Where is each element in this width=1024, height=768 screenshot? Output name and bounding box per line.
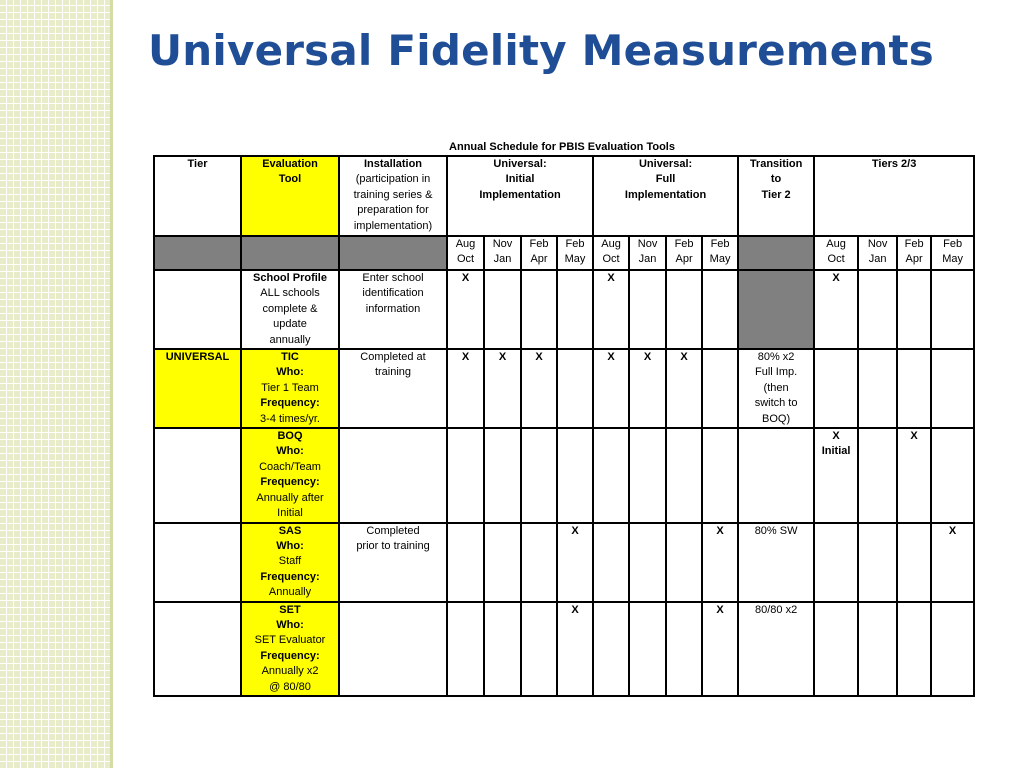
schedule-cell bbox=[593, 523, 629, 602]
schedule-mark: X bbox=[447, 349, 484, 428]
month-row-gray-cell bbox=[738, 236, 814, 270]
tool-line: Frequency: bbox=[260, 476, 320, 489]
month-label: Aug bbox=[826, 238, 846, 250]
installation-cell bbox=[339, 428, 447, 522]
tier-label-universal: UNIVERSAL bbox=[154, 349, 241, 428]
tool-line: Initial bbox=[277, 507, 303, 520]
tier-cell bbox=[154, 523, 241, 602]
schedule-mark: X bbox=[557, 523, 593, 602]
tool-line: Annually bbox=[268, 586, 312, 599]
schedule-cell bbox=[666, 428, 702, 522]
schedule-cell bbox=[931, 602, 974, 696]
header-universal-full bbox=[593, 156, 738, 236]
header-tiers-2-3: Tiers 2/3 bbox=[814, 156, 974, 236]
month-label: Oct bbox=[602, 253, 620, 266]
schedule-cell bbox=[484, 428, 521, 522]
schedule-cell bbox=[629, 270, 666, 349]
month-label: Jan bbox=[638, 253, 657, 266]
month-label: Nov bbox=[867, 238, 888, 250]
schedule-cell bbox=[484, 270, 521, 349]
month-label: Nov bbox=[637, 238, 658, 250]
schedule-cell bbox=[629, 428, 666, 522]
tool-line: Tier 1 Team bbox=[261, 381, 319, 394]
month-cell bbox=[484, 236, 521, 270]
month-label: Aug bbox=[455, 238, 476, 250]
header-installation-line: Installation bbox=[363, 158, 423, 170]
schedule-cell bbox=[447, 428, 484, 522]
tool-line: Annually after bbox=[256, 491, 324, 504]
tool-line: Annually x2 bbox=[261, 665, 319, 678]
schedule-cell bbox=[858, 428, 897, 522]
month-label: May bbox=[942, 253, 963, 266]
installation-line: Enter school bbox=[362, 272, 424, 284]
header-installation-line: preparation for bbox=[357, 204, 429, 217]
header-tier: Tier bbox=[154, 156, 241, 236]
schedule-cell bbox=[897, 349, 931, 428]
installation-cell bbox=[339, 270, 447, 349]
schedule-cell bbox=[521, 602, 557, 696]
schedule-mark: X bbox=[814, 270, 858, 349]
table-row-sas bbox=[154, 523, 974, 602]
header-installation-line: training series & bbox=[353, 188, 433, 201]
schedule-cell bbox=[858, 602, 897, 696]
transition-line: BOQ) bbox=[762, 412, 791, 425]
schedule-cell bbox=[666, 523, 702, 602]
month-row bbox=[154, 236, 974, 270]
transition-cell bbox=[738, 428, 814, 522]
installation-cell bbox=[339, 523, 447, 602]
tool-cell-boq bbox=[241, 428, 339, 522]
initial-note: Initial bbox=[821, 445, 851, 458]
tool-line: Staff bbox=[278, 555, 302, 568]
schedule-cell bbox=[931, 428, 974, 522]
schedule-cell bbox=[666, 270, 702, 349]
tool-line: annually bbox=[269, 333, 311, 346]
tier-cell bbox=[154, 270, 241, 349]
schedule-cell bbox=[484, 523, 521, 602]
tool-line: Who: bbox=[276, 539, 304, 552]
tool-cell-sas bbox=[241, 523, 339, 602]
transition-line: switch to bbox=[754, 397, 798, 410]
schedule-cell bbox=[702, 270, 738, 349]
schedule-cell bbox=[897, 602, 931, 696]
schedule-cell bbox=[557, 349, 593, 428]
schedule-mark: X bbox=[832, 430, 840, 443]
schedule-cell bbox=[521, 270, 557, 349]
schedule-mark: X bbox=[593, 349, 629, 428]
tool-line: update bbox=[273, 318, 307, 331]
schedule-cell bbox=[593, 428, 629, 522]
transition-cell: 80/80 x2 bbox=[738, 602, 814, 696]
transition-line: (then bbox=[763, 381, 789, 394]
schedule-mark-initial bbox=[814, 428, 858, 522]
schedule-cell bbox=[521, 428, 557, 522]
schedule-cell bbox=[629, 523, 666, 602]
tool-line: SET Evaluator bbox=[254, 634, 326, 647]
schedule-table bbox=[153, 155, 975, 697]
transition-line: Full Imp. bbox=[755, 366, 798, 379]
tool-line: complete & bbox=[262, 302, 318, 315]
month-label: Apr bbox=[530, 253, 548, 266]
tool-line: 3-4 times/yr. bbox=[260, 412, 320, 425]
header-installation-line: (participation in bbox=[355, 173, 431, 186]
transition-cell: 80% SW bbox=[738, 523, 814, 602]
schedule-cell bbox=[629, 602, 666, 696]
installation-line: identification bbox=[362, 287, 424, 300]
month-cell bbox=[814, 236, 858, 270]
schedule-cell bbox=[931, 349, 974, 428]
tool-line: Who: bbox=[276, 366, 304, 379]
month-row-gray-cell bbox=[339, 236, 447, 270]
schedule-mark: X bbox=[666, 349, 702, 428]
schedule-mark: X bbox=[931, 523, 974, 602]
installation-line: Completed at bbox=[360, 351, 426, 364]
schedule-cell bbox=[858, 349, 897, 428]
month-label: Nov bbox=[492, 238, 513, 250]
table-row-school-profile bbox=[154, 270, 974, 349]
installation-cell bbox=[339, 349, 447, 428]
tool-line: Frequency: bbox=[260, 570, 320, 583]
tier-cell bbox=[154, 428, 241, 522]
header-transition-line: to bbox=[770, 173, 782, 186]
header-uf-line: Full bbox=[655, 173, 676, 186]
header-ui-line: Initial bbox=[505, 173, 535, 186]
header-transition-line: Tier 2 bbox=[761, 188, 791, 201]
schedule-cell bbox=[702, 428, 738, 522]
month-cell bbox=[521, 236, 557, 270]
month-label: Feb bbox=[674, 238, 694, 250]
month-cell bbox=[447, 236, 484, 270]
month-label: Apr bbox=[675, 253, 693, 266]
month-label: Jan bbox=[493, 253, 512, 266]
table-caption: Annual Schedule for PBIS Evaluation Tools bbox=[449, 141, 675, 153]
month-row-gray-cell bbox=[241, 236, 339, 270]
month-label: Feb bbox=[529, 238, 549, 250]
month-cell bbox=[897, 236, 931, 270]
schedule-mark: X bbox=[897, 428, 931, 522]
schedule-cell bbox=[447, 523, 484, 602]
schedule-cell bbox=[858, 523, 897, 602]
month-label: Feb bbox=[565, 238, 585, 250]
header-transition-line: Transition bbox=[749, 158, 803, 170]
schedule-mark: X bbox=[521, 349, 557, 428]
month-label: Feb bbox=[904, 238, 924, 250]
header-transition bbox=[738, 156, 814, 236]
schedule-mark: X bbox=[484, 349, 521, 428]
month-cell bbox=[593, 236, 629, 270]
tool-line: TIC bbox=[281, 351, 299, 364]
header-installation-line: implementation) bbox=[353, 219, 433, 232]
table-row-boq bbox=[154, 428, 974, 522]
installation-line: information bbox=[365, 302, 421, 315]
schedule-mark: X bbox=[702, 602, 738, 696]
schedule-mark: X bbox=[629, 349, 666, 428]
tool-cell-tic bbox=[241, 349, 339, 428]
tool-cell-school-profile bbox=[241, 270, 339, 349]
month-label: Aug bbox=[601, 238, 621, 250]
header-ui-line: Implementation bbox=[479, 188, 561, 201]
schedule-cell bbox=[557, 428, 593, 522]
schedule-cell bbox=[814, 602, 858, 696]
schedule-mark: X bbox=[593, 270, 629, 349]
header-uf-line: Implementation bbox=[624, 188, 707, 201]
tool-line: Coach/Team bbox=[259, 460, 321, 473]
tool-line: School Profile bbox=[253, 272, 327, 284]
schedule-cell bbox=[814, 349, 858, 428]
schedule-cell bbox=[666, 602, 702, 696]
month-label: Apr bbox=[905, 253, 923, 266]
tool-line: Frequency: bbox=[260, 649, 320, 662]
schedule-cell bbox=[521, 523, 557, 602]
header-row bbox=[154, 156, 974, 236]
schedule-cell bbox=[931, 270, 974, 349]
schedule-cell bbox=[484, 602, 521, 696]
header-installation bbox=[339, 156, 447, 236]
schedule-cell bbox=[447, 602, 484, 696]
schedule-cell bbox=[897, 523, 931, 602]
schedule-cell bbox=[897, 270, 931, 349]
header-tool-line: Tool bbox=[278, 173, 302, 186]
table-row-tic bbox=[154, 349, 974, 428]
header-uf-line: Universal: bbox=[638, 158, 693, 170]
month-cell bbox=[858, 236, 897, 270]
month-cell bbox=[702, 236, 738, 270]
schedule-mark: X bbox=[557, 602, 593, 696]
schedule-cell bbox=[702, 349, 738, 428]
installation-line: Completed bbox=[366, 524, 420, 537]
tool-line: SET bbox=[279, 603, 301, 616]
header-tool-line: Evaluation bbox=[262, 158, 318, 170]
month-row-gray-cell bbox=[154, 236, 241, 270]
month-cell bbox=[557, 236, 593, 270]
month-label: May bbox=[564, 253, 586, 266]
slide-title: Universal Fidelity Measurements bbox=[148, 26, 934, 75]
month-cell bbox=[629, 236, 666, 270]
month-cell bbox=[931, 236, 974, 270]
transition-cell bbox=[738, 349, 814, 428]
schedule-cell bbox=[814, 523, 858, 602]
header-ui-line: Universal: bbox=[493, 158, 547, 170]
tool-line: Who: bbox=[276, 445, 304, 458]
tool-line: SAS bbox=[278, 524, 302, 537]
schedule-cell bbox=[593, 602, 629, 696]
month-cell bbox=[666, 236, 702, 270]
tier-cell bbox=[154, 602, 241, 696]
tool-line: @ 80/80 bbox=[269, 680, 311, 693]
month-label: Feb bbox=[943, 238, 963, 250]
month-label: Jan bbox=[868, 253, 887, 266]
tool-line: Who: bbox=[276, 618, 304, 631]
month-label: Oct bbox=[827, 253, 845, 266]
tool-line: Frequency: bbox=[260, 397, 320, 410]
tool-line: BOQ bbox=[277, 430, 303, 443]
month-label: Oct bbox=[456, 253, 475, 266]
installation-cell bbox=[339, 602, 447, 696]
installation-line: training bbox=[374, 366, 412, 379]
tool-cell-set bbox=[241, 602, 339, 696]
transition-cell-gray bbox=[738, 270, 814, 349]
header-evaluation-tool bbox=[241, 156, 339, 236]
schedule-cell bbox=[557, 270, 593, 349]
table-row-set bbox=[154, 602, 974, 696]
header-universal-initial bbox=[447, 156, 593, 236]
installation-line: prior to training bbox=[356, 539, 430, 552]
schedule-cell bbox=[858, 270, 897, 349]
schedule-mark: X bbox=[447, 270, 484, 349]
decorative-side-strip bbox=[0, 0, 113, 768]
month-label: Feb bbox=[710, 238, 730, 250]
transition-line: 80% x2 bbox=[757, 351, 795, 364]
tool-line: ALL schools bbox=[260, 287, 320, 300]
schedule-mark: X bbox=[702, 523, 738, 602]
month-label: May bbox=[709, 253, 731, 266]
